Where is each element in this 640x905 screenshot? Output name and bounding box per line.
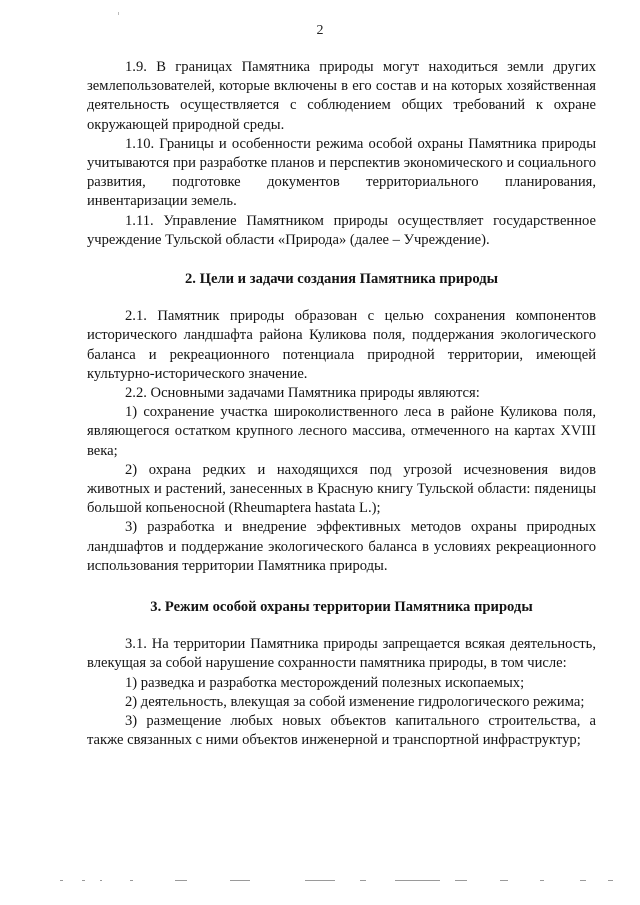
list-item-2-2-1: 1) сохранение участка широколиственного леса в районе Куликова поля, являющегося остатком крупного лесного массива, отмеченного на картах XVIII века; xyxy=(87,404,596,459)
paragraph-1-11: 1.11. Управление Памятником природы осуществляет государственное учреждение Тульской области «Природа» (далее – Учреждение). xyxy=(87,212,596,248)
paragraph-3-1: 3.1. На территории Памятника природы запрещается всякая деятельность, влекущая за собой нарушение сохранности памятника природы, в том числе: xyxy=(87,636,596,672)
scan-mark xyxy=(118,12,119,15)
list-item-2-2-3: 3) разработка и внедрение эффективных методов охраны природных ландшафтов и поддержание экологического баланса в условиях рекреационного использования территории Памятника природы. xyxy=(87,519,596,574)
paragraph-1-9: 1.9. В границах Памятника природы могут находиться земли других землепользователей, которые включены в его состав и на которых хозяйственная деятельность осуществляется с соблюдением общих требований к охране окружающей природной среды. xyxy=(87,59,596,133)
section-2-heading: 2. Цели и задачи создания Памятника природы xyxy=(185,271,498,288)
scan-footer-marks xyxy=(60,880,620,888)
document-body xyxy=(87,58,596,751)
list-item-3-1-1: 1) разведка и разработка месторождений полезных ископаемых; xyxy=(125,674,525,691)
paragraph-1-10: 1.10. Границы и особенности режима особой охраны Памятника природы учитываются при разработке планов и перспектив экономического и социального развития, подготовке документов территориального планирования, инвентаризации земель. xyxy=(87,135,596,210)
list-item-3-1-2: 2) деятельность, влекущая за собой изменение гидрологического режима; xyxy=(125,693,585,710)
list-item-3-1-3: 3) размещение любых новых объектов капитального строительства, а также связанных с ними объектов инженерной и транспортной инфраструктур; xyxy=(87,713,596,749)
section-3-heading: 3. Режим особой охраны территории Памятника природы xyxy=(150,599,533,616)
list-item-2-2-2: 2) охрана редких и находящихся под угрозой исчезновения видов животных и растений, занесенных в Красную книгу Тульской области: пяденицы большой копьеносной (Rheumaptera hastata L.); xyxy=(87,461,596,517)
paragraph-2-1: 2.1. Памятник природы образован с целью сохранения компонентов исторического ландшафта района Куликова поля, поддержания экологического баланса и рекреационного потенциала природной территории, имеющей культурно-исторического значение. xyxy=(87,308,596,382)
paragraph-2-2: 2.2. Основными задачами Памятника природы являются: xyxy=(125,385,480,402)
page-number: 2 xyxy=(316,23,324,38)
